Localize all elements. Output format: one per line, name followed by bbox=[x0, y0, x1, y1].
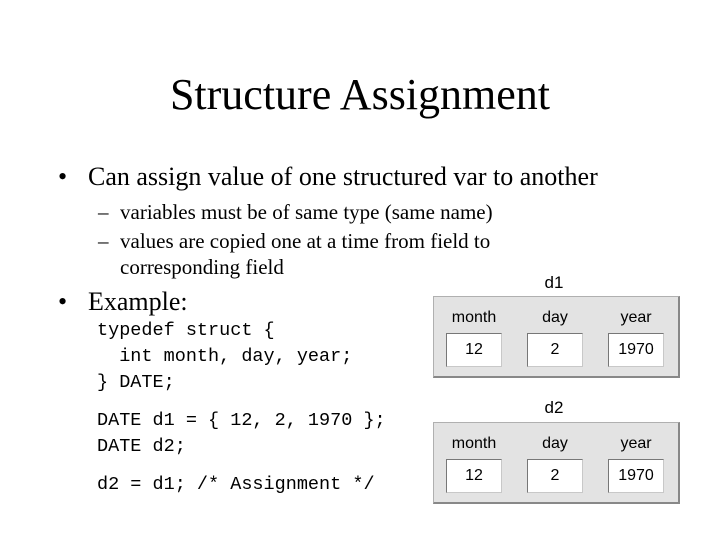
field-label: month bbox=[451, 435, 497, 452]
slide-title: Structure Assignment bbox=[169, 70, 551, 119]
struct-box-d2 bbox=[433, 422, 680, 504]
struct-name-d1: d1 bbox=[544, 273, 564, 292]
code-line: d2 = d1; /* Assignment */ bbox=[97, 474, 375, 495]
field-label: year bbox=[620, 435, 652, 452]
sub-bullet-text-continued: corresponding field bbox=[120, 255, 284, 279]
field-label: day bbox=[542, 309, 568, 326]
field-label: day bbox=[542, 435, 568, 452]
code-line: typedef struct { bbox=[97, 320, 275, 341]
field-value: 12 bbox=[446, 333, 502, 367]
code-line: DATE d1 = { 12, 2, 1970 }; bbox=[97, 410, 386, 431]
code-line: DATE d2; bbox=[97, 436, 186, 457]
sub-bullet-marker: – bbox=[98, 229, 109, 253]
field-value: 1970 bbox=[608, 333, 664, 367]
code-line: } DATE; bbox=[97, 372, 175, 393]
bullet-marker: • bbox=[58, 162, 68, 191]
struct-box-d1 bbox=[433, 296, 680, 378]
struct-name-d2: d2 bbox=[544, 398, 564, 417]
field-value: 2 bbox=[527, 333, 583, 367]
bullet-marker: • bbox=[58, 287, 68, 316]
sub-bullet-text: values are copied one at a time from field to bbox=[120, 229, 491, 253]
field-value: 1970 bbox=[608, 459, 664, 493]
sub-bullet-text: variables must be of same type (same name) bbox=[120, 200, 493, 224]
field-value: 2 bbox=[527, 459, 583, 493]
code-line: int month, day, year; bbox=[97, 346, 353, 367]
field-label: month bbox=[451, 309, 497, 326]
bullet-text: Example: bbox=[88, 287, 188, 316]
field-value: 12 bbox=[446, 459, 502, 493]
field-label: year bbox=[620, 309, 652, 326]
bullet-text: Can assign value of one structured var to another bbox=[88, 162, 598, 191]
sub-bullet-marker: – bbox=[98, 200, 109, 224]
